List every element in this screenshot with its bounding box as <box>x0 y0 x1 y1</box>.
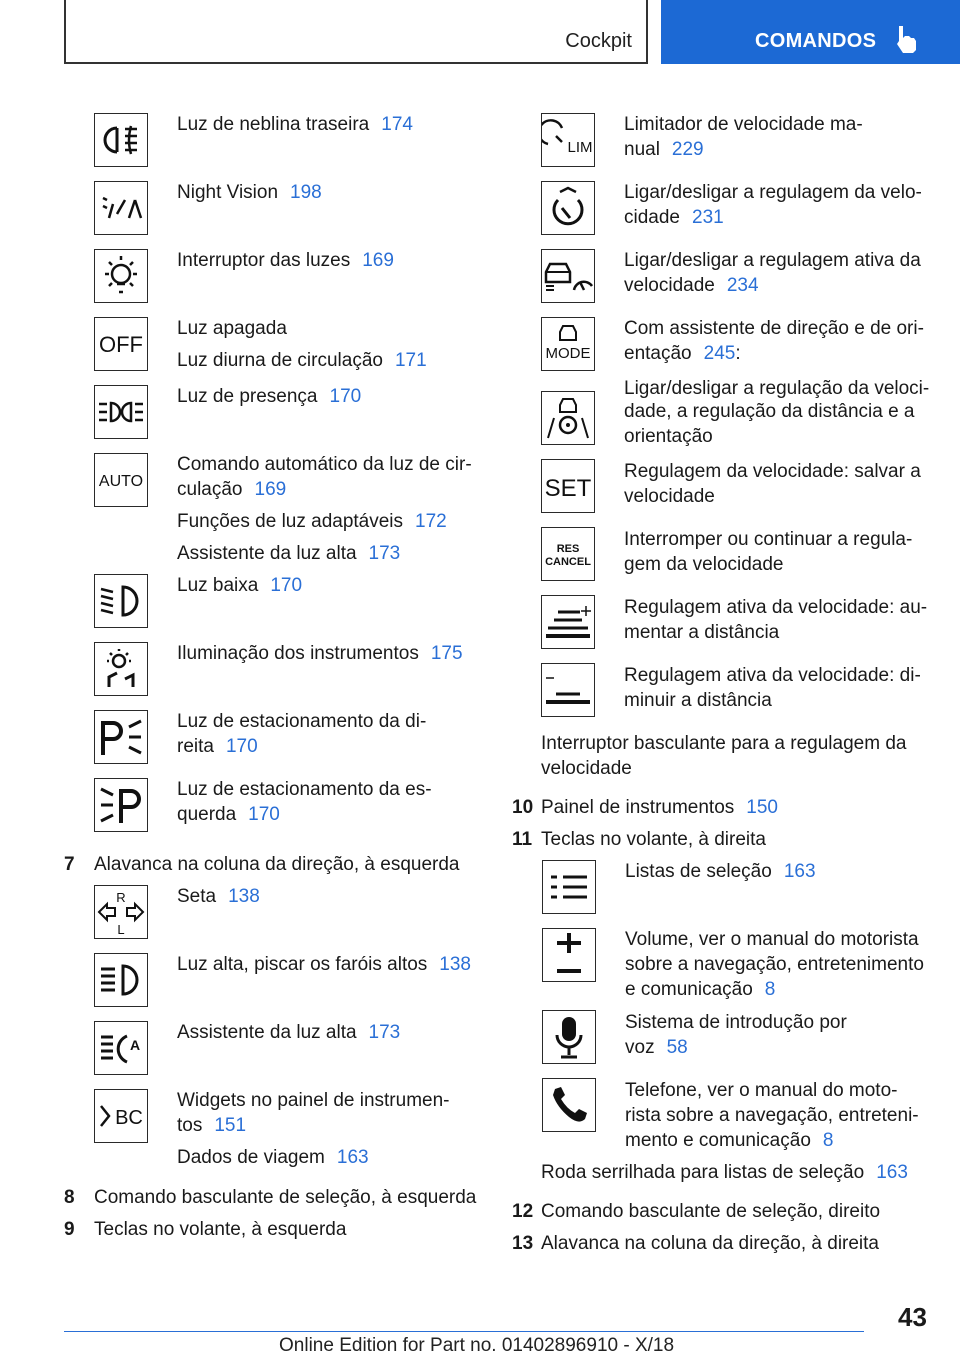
low-beam-icon <box>94 574 148 628</box>
page-ref[interactable]: 169 <box>362 250 394 271</box>
light-switch-icon <box>94 249 148 303</box>
text-line: Seta 138 <box>177 886 260 907</box>
footer-text: Online Edition for Part no. 01402896910 - X/18 <box>279 1335 675 1356</box>
svg-text:CANCEL: CANCEL <box>545 556 591 568</box>
item-number: 9 <box>64 1219 75 1240</box>
page-ref[interactable]: 229 <box>671 139 704 160</box>
text-line: e comunicação 8 <box>625 979 776 1000</box>
page-ref[interactable]: 58 <box>666 1037 688 1058</box>
page-ref[interactable]: 169 <box>254 479 287 500</box>
page-ref[interactable]: 138 <box>228 886 260 907</box>
item-title: Alavanca na coluna da direção, à direita <box>541 1233 880 1254</box>
page-ref[interactable]: 170 <box>270 575 303 596</box>
text-line: Luz apagada <box>177 318 287 339</box>
speed-limiter-icon <box>541 113 595 167</box>
text-line: Regulagem da velocidade: salvar a <box>624 461 921 482</box>
svg-text:BC: BC <box>115 1107 143 1129</box>
text-line: culação 169 <box>177 479 287 500</box>
text-line: velocidade 234 <box>624 275 759 296</box>
text-line: Roda serrilhada para listas de seleção 163 <box>541 1162 908 1183</box>
text-line: Interruptor das luzes 169 <box>177 250 394 271</box>
text-line: Assistente da luz alta 173 <box>177 1022 401 1043</box>
text-line: Luz de presença 170 <box>177 386 362 407</box>
text-line: cidade 231 <box>624 207 724 228</box>
header-chapter-title: COMANDOS <box>755 30 877 52</box>
item-number: 10 <box>512 797 534 818</box>
active-cruise-control-icon <box>541 249 595 303</box>
page-ref[interactable]: 8 <box>764 979 776 1000</box>
high-beam-icon <box>94 953 148 1007</box>
page-ref[interactable]: 231 <box>692 207 724 228</box>
text-line: Ligar/desligar a regulação da veloci- <box>624 378 930 399</box>
text-line: rista sobre a navegação, entreteni- <box>625 1105 919 1126</box>
page-ref[interactable]: 198 <box>290 182 322 203</box>
item-number: 12 <box>512 1201 534 1222</box>
text-line: Luz de estacionamento da di- <box>177 711 427 732</box>
svg-text:R: R <box>116 890 126 905</box>
item-number: 11 <box>512 829 533 850</box>
svg-text:AUTO: AUTO <box>98 473 144 490</box>
text-line: Luz de neblina traseira 174 <box>177 114 413 135</box>
parking-lights-icon <box>94 385 148 439</box>
auto-icon <box>94 453 148 507</box>
text-line: Interruptor basculante para a regulagem da <box>541 733 907 754</box>
text-line: mentar a distância <box>624 622 780 643</box>
svg-text:RES: RES <box>556 543 580 555</box>
text-line: Assistente da luz alta 173 <box>177 543 401 564</box>
page-ref[interactable]: 163 <box>876 1162 908 1183</box>
page-ref[interactable]: 170 <box>329 386 362 407</box>
page-ref[interactable]: 151 <box>214 1115 247 1136</box>
page-ref[interactable]: 171 <box>394 350 427 371</box>
item-title: Comando basculante de seleção, à esquerda <box>94 1187 477 1208</box>
page-ref[interactable]: 172 <box>415 511 447 532</box>
pointing-hand-icon <box>893 24 919 54</box>
page-ref[interactable]: 163 <box>783 861 816 882</box>
bc-icon <box>94 1089 148 1143</box>
page-ref[interactable]: 234 <box>726 275 759 296</box>
svg-text:SET: SET <box>544 475 592 502</box>
res-cancel-icon <box>541 527 595 581</box>
page-ref[interactable]: 8 <box>822 1130 834 1151</box>
parking-light-right-icon <box>94 710 148 764</box>
off-icon <box>94 317 148 371</box>
item-number: 8 <box>64 1187 75 1208</box>
text-line: Dados de viagem 163 <box>177 1147 369 1168</box>
header-section-title: Cockpit <box>565 30 632 52</box>
text-line: reita 170 <box>177 736 258 757</box>
text-line: Luz baixa 170 <box>177 575 303 596</box>
text-line: entação 245: <box>624 343 741 364</box>
text-line: nual 229 <box>624 139 704 160</box>
text-line: gem da velocidade <box>624 554 784 575</box>
text-line: Com assistente de direção e de ori- <box>624 318 924 339</box>
text-line: Luz alta, piscar os faróis altos 138 <box>177 954 471 975</box>
item-number: 7 <box>64 854 75 875</box>
text-line: querda 170 <box>177 804 280 825</box>
text-line: Ligar/desligar a regulagem da velo- <box>624 182 922 203</box>
distance-decrease-icon <box>541 663 595 717</box>
page-ref[interactable]: 163 <box>336 1147 369 1168</box>
microphone-icon <box>542 1010 596 1064</box>
page-ref[interactable]: 245 <box>703 343 736 364</box>
page-ref[interactable]: 174 <box>381 114 413 135</box>
instrument-lighting-icon <box>94 642 148 696</box>
mode-icon <box>541 317 595 371</box>
page-ref[interactable]: 150 <box>746 797 778 818</box>
svg-text:MODE: MODE <box>545 345 591 362</box>
text-line: Widgets no painel de instrumen- <box>177 1090 450 1111</box>
rear-fog-light-icon <box>94 113 148 167</box>
text-line: Comando automático da luz de cir- <box>177 454 472 475</box>
text-line: Luz diurna de circulação 171 <box>177 350 427 371</box>
text-line: Regulagem ativa da velocidade: di- <box>624 665 921 686</box>
text-line: tos 151 <box>177 1115 247 1136</box>
text-line: minuir a distância <box>624 690 772 711</box>
item-title: Teclas no volante, à esquerda <box>94 1219 347 1240</box>
svg-text:L: L <box>117 922 125 937</box>
text-line: Interromper ou continuar a regula- <box>624 529 913 550</box>
header-chapter-tab <box>661 0 960 64</box>
text-line: mento e comunicação 8 <box>625 1130 834 1151</box>
text-line: dade, a regulação da distância e a <box>624 401 915 422</box>
text-line: sobre a navegação, entretenimento <box>625 954 924 975</box>
item-title: Teclas no volante, à direita <box>541 829 766 850</box>
text-line: Sistema de introdução por <box>625 1012 847 1033</box>
text-line: Volume, ver o manual do motorista <box>625 929 919 950</box>
turn-signal-icon <box>94 885 148 939</box>
distance-increase-icon <box>541 595 595 649</box>
text-line: Limitador de velocidade ma- <box>624 114 863 135</box>
steering-assistant-icon <box>541 391 595 445</box>
item-title: Alavanca na coluna da direção, à esquerda <box>94 854 460 875</box>
item-title: Painel de instrumentos 150 <box>541 797 778 818</box>
page-ref[interactable]: 170 <box>248 804 280 825</box>
svg-text:OFF: OFF <box>99 332 143 357</box>
text-line: Ligar/desligar a regulagem ativa da <box>624 250 921 271</box>
page-ref[interactable]: 173 <box>368 543 401 564</box>
item-title: Comando basculante de seleção, direito <box>541 1201 881 1222</box>
text-line: velocidade <box>541 758 632 779</box>
selection-list-icon <box>542 860 596 914</box>
text-line: Listas de seleção 163 <box>625 861 816 882</box>
text-line: orientação <box>624 426 713 447</box>
page-ref[interactable]: 173 <box>368 1022 401 1043</box>
text-line: Night Vision 198 <box>177 182 322 203</box>
text-line: voz 58 <box>625 1037 688 1058</box>
set-icon <box>541 459 595 513</box>
text-line: Regulagem ativa da velocidade: au- <box>624 597 928 618</box>
page-ref[interactable]: 175 <box>430 643 463 664</box>
high-beam-assistant-icon <box>94 1021 148 1075</box>
parking-light-left-icon <box>94 778 148 832</box>
footer-divider <box>64 1331 864 1332</box>
svg-text:LIM: LIM <box>567 139 593 156</box>
text-line: Iluminação dos instrumentos 175 <box>177 643 463 664</box>
page-number: 43 <box>898 1302 927 1332</box>
header-section-box <box>64 0 648 64</box>
text-line: velocidade <box>624 486 715 507</box>
item-number: 13 <box>512 1233 534 1254</box>
phone-icon <box>542 1078 596 1132</box>
page-ref[interactable]: 170 <box>225 736 258 757</box>
volume-icon <box>542 928 596 982</box>
svg-text:A: A <box>129 1037 141 1053</box>
cruise-control-icon <box>541 181 595 235</box>
page-ref[interactable]: 138 <box>439 954 471 975</box>
text-line: Luz de estacionamento da es- <box>177 779 432 800</box>
text-line: Funções de luz adaptáveis 172 <box>177 511 447 532</box>
text-line: Telefone, ver o manual do moto- <box>625 1080 898 1101</box>
night-vision-icon <box>94 181 148 235</box>
